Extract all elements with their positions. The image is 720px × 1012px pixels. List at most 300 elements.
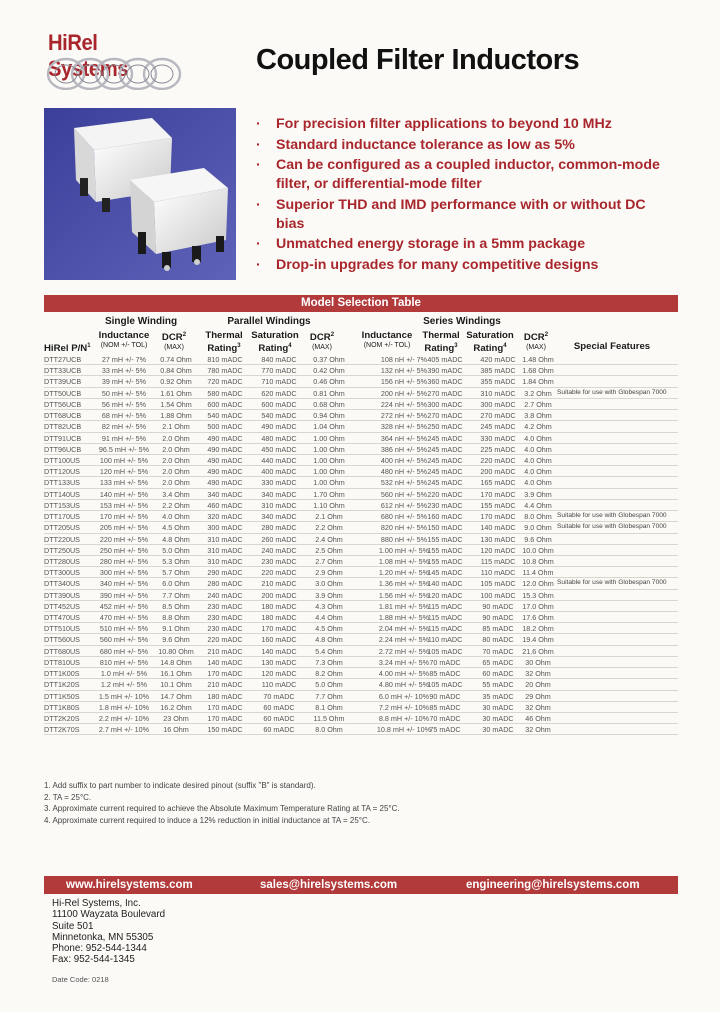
table-cell: 270 mADC	[480, 411, 516, 421]
table-cell: 130 mADC	[261, 657, 297, 667]
table-cell: 600 mADC	[207, 399, 243, 409]
feature-item: · Can be configured as a coupled inductor, common-mode filter, or differential-mode filter	[256, 156, 676, 194]
table-cell: 8.8 mH +/- 10%	[378, 714, 430, 723]
table-cell: 2.0 Ohm	[162, 444, 190, 454]
table-cell: DTT96UCB	[44, 444, 82, 454]
table-cell: 1.54 Ohm	[160, 399, 192, 409]
table-cell: DTT153US	[44, 500, 80, 510]
table-cell: 210 mADC	[261, 579, 297, 589]
table-cell: 110 mADC	[427, 635, 463, 645]
table-cell: 60 mADC	[482, 669, 514, 679]
table-cell: 580 mADC	[207, 388, 243, 398]
table-cell: 390 mH +/- 5%	[99, 590, 149, 600]
table-cell: DTT68UCB	[44, 411, 82, 421]
table-cell: 1.56 mH +/- 5%	[378, 590, 430, 600]
table-cell: 115 mADC	[480, 556, 516, 566]
table-cell: DTT205US	[44, 523, 80, 533]
table-cell: 490 mADC	[207, 455, 243, 465]
table-row	[44, 567, 678, 578]
table-cell: Suitable for use with Globespan 7000	[557, 512, 667, 520]
header-series-dcr: DCR$^2$ (MAX)	[523, 332, 549, 352]
table-cell: 272 nH +/- 5%	[380, 411, 428, 421]
table-cell: 170 mADC	[207, 714, 243, 723]
logo-text: HiRel Systems	[48, 30, 129, 81]
table-cell: 4.0 Ohm	[162, 512, 190, 522]
sales-email-link[interactable]: sales@hirelsystems.com	[260, 879, 398, 891]
table-cell: 32 Ohm	[525, 669, 551, 679]
table-cell: 9.6 Ohm	[162, 635, 190, 645]
table-cell: 70 mADC	[429, 657, 461, 667]
table-cell: 0.37 Ohm	[313, 355, 345, 364]
table-cell: 340 mADC	[261, 512, 297, 522]
table-cell: 310 mADC	[207, 545, 243, 555]
table-cell: 4.0 Ohm	[524, 467, 552, 477]
table-cell: 612 nH +/- 5%	[380, 500, 428, 510]
table-cell: 205 mH +/- 5%	[99, 523, 149, 533]
table-cell: 230 mADC	[207, 613, 243, 623]
table-cell: 8.1 Ohm	[315, 702, 343, 712]
table-cell: 85 mADC	[429, 669, 461, 679]
table-cell: 156 nH +/- 5%	[380, 377, 428, 387]
table-cell: 39 mH +/- 5%	[101, 377, 147, 387]
table-cell: 360 mADC	[427, 377, 463, 387]
table-cell: 30 Ohm	[525, 657, 551, 667]
table-cell: 0.81 Ohm	[313, 388, 345, 398]
table-cell: 50 mH +/- 5%	[101, 388, 147, 398]
table-cell: 390 mADC	[427, 366, 463, 376]
table-cell: 240 mADC	[207, 590, 243, 600]
table-row	[44, 679, 678, 690]
table-cell: 310 mADC	[261, 500, 297, 510]
table-cell: 155 mADC	[427, 545, 463, 555]
table-cell: 32 Ohm	[525, 702, 551, 712]
table-cell: 150 mADC	[427, 523, 463, 533]
table-cell: 480 mADC	[261, 433, 297, 443]
table-cell: 6.0 mH +/- 10%	[378, 691, 430, 701]
table-cell: 510 mH +/- 5%	[99, 624, 149, 634]
table-cell: 840 mADC	[261, 355, 297, 364]
table-cell: 155 mADC	[480, 500, 516, 510]
header-inductance: Inductance (NOM +/- TOL)	[98, 330, 150, 349]
table-cell: 386 nH +/- 5%	[380, 444, 428, 454]
table-cell: 140 mADC	[480, 523, 516, 533]
table-cell: 560 nH +/- 5%	[380, 489, 428, 499]
footnote: 3. Approximate current required to achieve the Absolute Maximum Temperature Rating at TA = 25°C.	[44, 804, 400, 814]
table-cell: 35 mADC	[482, 691, 514, 701]
table-cell: 2.0 Ohm	[162, 478, 190, 488]
table-cell: 540 mADC	[207, 411, 243, 421]
engineering-email-link[interactable]: engineering@hirelsystems.com	[466, 879, 640, 891]
table-cell: 340 mADC	[207, 489, 243, 499]
table-cell: 0.94 Ohm	[313, 411, 345, 421]
table-cell: 0.68 Ohm	[313, 399, 345, 409]
table-cell: 18.2 Ohm	[522, 624, 554, 634]
table-cell: 170 mADC	[207, 702, 243, 712]
table-cell: 200 mADC	[480, 467, 516, 477]
table-cell: 0.74 Ohm	[160, 355, 192, 364]
table-cell: 2.2 Ohm	[162, 500, 190, 510]
table-cell: DTT2K70S	[44, 725, 80, 735]
feature-item: · Drop-in upgrades for many competitive designs	[256, 256, 676, 275]
table-cell: DTT91UCB	[44, 433, 82, 443]
table-cell: 452 mH +/- 5%	[99, 601, 149, 611]
table-cell: 364 nH +/- 5%	[380, 433, 428, 443]
table-cell: 1.36 mH +/- 5%	[378, 579, 430, 589]
address-fax: Fax: 952-544-1345	[52, 954, 135, 966]
table-cell: 245 mADC	[427, 444, 463, 454]
table-cell: 180 mADC	[207, 691, 243, 701]
table-cell: 10.8 mH +/- 10%	[376, 725, 432, 735]
table-cell: 820 nH +/- 5%	[380, 523, 428, 533]
table-cell: 220 mADC	[480, 455, 516, 465]
date-code: Date Code: 0218	[52, 975, 109, 984]
table-cell: DTT39UCB	[44, 377, 82, 387]
table-cell: 680 nH +/- 5%	[380, 512, 428, 522]
header-series-saturation: Saturation Rating$^4$	[466, 330, 514, 355]
header-series-thermal: Thermal Rating$^3$	[422, 330, 460, 355]
table-cell: 90 mADC	[429, 691, 461, 701]
table-cell: 2.5 Ohm	[315, 545, 343, 555]
table-cell: 11.4 Ohm	[522, 568, 554, 578]
company-address	[52, 898, 165, 966]
table-cell: 245 mADC	[427, 478, 463, 488]
table-cell: DTT27UCB	[44, 355, 82, 364]
table-cell: 4.5 Ohm	[162, 523, 190, 533]
table-cell: Suitable for use with Globespan 7000	[557, 579, 667, 587]
table-row	[44, 612, 678, 623]
table-cell: 5.0 Ohm	[315, 680, 343, 690]
table-cell: 290 mADC	[207, 568, 243, 578]
product-photo	[44, 108, 236, 280]
table-cell: 160 mADC	[261, 635, 297, 645]
table-cell: 1.04 Ohm	[313, 422, 345, 432]
table-cell: 85 mADC	[482, 624, 514, 634]
table-cell: 400 mADC	[261, 467, 297, 477]
table-cell: 16.2 Ohm	[160, 702, 192, 712]
table-cell: 80 mADC	[482, 635, 514, 645]
table-cell: 155 mADC	[427, 534, 463, 544]
table-cell: 1.2 mH +/- 5%	[100, 680, 148, 690]
table-row	[44, 646, 678, 657]
table-cell: DTT680US	[44, 646, 80, 656]
table-cell: 91 mH +/- 5%	[101, 433, 147, 443]
table-cell: 7.2 mH +/- 10%	[378, 702, 430, 712]
table-cell: 56 mH +/- 5%	[101, 399, 147, 409]
table-cell: 260 mADC	[261, 534, 297, 544]
feature-item: · Unmatched energy storage in a 5mm package	[256, 235, 676, 254]
table-cell: DTT100US	[44, 455, 80, 465]
footnote: 1. Add suffix to part number to indicate desired pinout (suffix "B" is standard).	[44, 781, 316, 790]
table-cell: 33 mH +/- 5%	[101, 366, 147, 376]
header-thermal: Thermal Rating$^3$	[205, 330, 243, 355]
table-cell: 170 mADC	[480, 489, 516, 499]
table-cell: 15.3 Ohm	[522, 590, 554, 600]
table-cell: 110 mADC	[261, 680, 297, 690]
table-cell: 140 mADC	[207, 657, 243, 667]
table-cell: 1.68 Ohm	[522, 366, 554, 376]
table-row	[44, 500, 678, 511]
table-cell: 10.8 Ohm	[522, 556, 554, 566]
table-cell: 560 mH +/- 5%	[99, 635, 149, 645]
table-cell: 300 mH +/- 5%	[99, 568, 149, 578]
table-cell: 1.81 mH +/- 5%	[378, 601, 430, 611]
table-cell: Suitable for use with Globespan 7000	[557, 388, 667, 396]
table-cell: 19.4 Ohm	[522, 635, 554, 645]
table-row	[44, 623, 678, 634]
table-row	[44, 702, 678, 713]
table-cell: 14.8 Ohm	[160, 657, 192, 667]
table-cell: 230 mADC	[261, 556, 297, 566]
table-cell: 100 mH +/- 5%	[99, 455, 149, 465]
group-single: Single Winding	[104, 316, 178, 327]
table-cell: 1.88 Ohm	[160, 411, 192, 421]
table-cell: 470 mH +/- 5%	[99, 613, 149, 623]
page-title: Coupled Filter Inductors	[256, 44, 580, 76]
table-cell: 7.7 Ohm	[315, 691, 343, 701]
table-cell: 8.2 Ohm	[315, 669, 343, 679]
feature-item: · Standard inductance tolerance as low as 5%	[256, 136, 676, 155]
table-cell: DTT340US	[44, 579, 80, 589]
company-logo	[44, 28, 194, 90]
table-cell: 810 mADC	[207, 355, 243, 364]
table-row	[44, 522, 678, 533]
table-cell: 120 mADC	[427, 590, 463, 600]
table-cell: DTT120US	[44, 467, 80, 477]
table-row	[44, 489, 678, 500]
table-cell: 180 mADC	[261, 613, 297, 623]
table-cell: 145 mADC	[427, 568, 463, 578]
table-cell: 5.7 Ohm	[162, 568, 190, 578]
table-cell: 400 nH +/- 5%	[380, 455, 428, 465]
table-cell: 65 mADC	[482, 657, 514, 667]
table-cell: 405 mADC	[427, 355, 463, 364]
table-cell: 1.20 mH +/- 5%	[378, 568, 430, 578]
table-cell: 75 mADC	[429, 725, 461, 735]
table-cell: 780 mADC	[207, 366, 243, 376]
table-cell: 5.4 Ohm	[315, 646, 343, 656]
table-cell: 2.7 Ohm	[524, 399, 552, 409]
table-row	[44, 477, 678, 488]
table-cell: 310 mADC	[207, 556, 243, 566]
table-cell: DTT1K00S	[44, 669, 80, 679]
table-cell: 115 mADC	[427, 613, 463, 623]
table-cell: 2.7 Ohm	[315, 556, 343, 566]
table-cell: 385 mADC	[480, 366, 516, 376]
table-cell: 180 mADC	[261, 601, 297, 611]
table-cell: 220 mADC	[427, 489, 463, 499]
table-cell: 32 Ohm	[525, 725, 551, 735]
table-cell: 60 mADC	[263, 725, 295, 735]
table-cell: 21.6 Ohm	[522, 646, 554, 656]
table-cell: 3.8 Ohm	[524, 411, 552, 421]
table-cell: 540 mADC	[261, 411, 297, 421]
table-cell: 3.0 Ohm	[315, 579, 343, 589]
table-cell: 8.8 Ohm	[162, 613, 190, 623]
table-cell: 16 Ohm	[163, 725, 189, 735]
table-cell: 170 mADC	[480, 512, 516, 522]
table-cell: 140 mADC	[427, 579, 463, 589]
table-cell: 224 nH +/- 5%	[380, 399, 428, 409]
table-row	[44, 590, 678, 601]
table-cell: DTT1K20S	[44, 680, 80, 690]
table-cell: 4.80 mH +/- 5%	[378, 680, 430, 690]
table-cell: 420 mADC	[480, 355, 516, 364]
table-cell: 4.0 Ohm	[524, 478, 552, 488]
table-cell: 270 mADC	[427, 388, 463, 398]
table-cell: 115 mADC	[427, 624, 463, 634]
table-row	[44, 511, 678, 522]
table-cell: 130 mADC	[480, 534, 516, 544]
table-cell: 140 mH +/- 5%	[99, 489, 149, 499]
table-cell: 0.42 Ohm	[313, 366, 345, 376]
table-row	[44, 433, 678, 444]
table-row	[44, 578, 678, 589]
table-cell: 46 Ohm	[525, 714, 551, 723]
feature-item: · For precision filter applications to beyond 10 MHz	[256, 115, 676, 134]
table-cell: 2.24 mH +/- 5%	[378, 635, 430, 645]
table-cell: 1.0 mH +/- 5%	[100, 669, 148, 679]
table-cell: 10.0 Ohm	[522, 545, 554, 555]
table-cell: 450 mADC	[261, 444, 297, 454]
table-cell: 245 mADC	[427, 455, 463, 465]
table-cell: 2.1 Ohm	[162, 422, 190, 432]
table-cell: 165 mADC	[480, 478, 516, 488]
table-cell: 70 mADC	[263, 691, 295, 701]
table-cell: 60 mADC	[263, 702, 295, 712]
table-cell: 153 mH +/- 5%	[99, 500, 149, 510]
table-cell: 2.2 mH +/- 10%	[98, 714, 150, 723]
table-cell: 1.00 mH +/- 5%	[378, 545, 430, 555]
logo-arcs-icon	[44, 56, 194, 90]
table-cell: DTT470US	[44, 613, 80, 623]
table-cell: DTT390US	[44, 590, 80, 600]
table-cell: 3.9 Ohm	[524, 489, 552, 499]
table-cell: 68 mH +/- 5%	[101, 411, 147, 421]
table-cell: 140 mADC	[261, 646, 297, 656]
table-cell: 680 mH +/- 5%	[99, 646, 149, 656]
table-cell: 16.1 Ohm	[160, 669, 192, 679]
table-cell: 1.08 mH +/- 5%	[378, 556, 430, 566]
table-cell: 5.3 Ohm	[162, 556, 190, 566]
table-cell: 0.46 Ohm	[313, 377, 345, 387]
table-row	[44, 634, 678, 645]
table-cell: DTT280US	[44, 556, 80, 566]
table-cell: 133 mH +/- 5%	[99, 478, 149, 488]
table-cell: 8.0 Ohm	[524, 512, 552, 522]
table-cell: 230 mADC	[427, 500, 463, 510]
table-cell: 490 mADC	[207, 478, 243, 488]
group-series: Series Windings	[423, 316, 501, 327]
table-cell: 310 mADC	[480, 388, 516, 398]
table-cell: 220 mH +/- 5%	[99, 534, 149, 544]
table-cell: 120 mADC	[261, 669, 297, 679]
table-row	[44, 724, 678, 735]
header-dcr: DCR$^2$ (MAX)	[161, 332, 187, 352]
table-cell: 600 mADC	[261, 399, 297, 409]
table-cell: 100 mADC	[480, 590, 516, 600]
header-special: Special Features	[573, 341, 651, 352]
table-row	[44, 399, 678, 410]
table-cell: 3.24 mH +/- 5%	[378, 657, 430, 667]
table-cell: 280 mADC	[207, 579, 243, 589]
table-cell: 250 mH +/- 5%	[99, 545, 149, 555]
table-row	[44, 466, 678, 477]
table-cell: 245 mADC	[427, 433, 463, 443]
table-cell: 810 mH +/- 5%	[99, 657, 149, 667]
table-row	[44, 556, 678, 567]
table-cell: 27 mH +/- 7%	[101, 355, 147, 364]
feature-list	[256, 115, 676, 276]
table-cell: 880 nH +/- 5%	[380, 534, 428, 544]
table-cell: 5.0 Ohm	[162, 545, 190, 555]
table-cell: DTT140US	[44, 489, 80, 499]
table-cell: 7.3 Ohm	[315, 657, 343, 667]
table-cell: 170 mH +/- 5%	[99, 512, 149, 522]
table-cell: DTT810US	[44, 657, 80, 667]
table-cell: 23 Ohm	[163, 714, 189, 723]
table-cell: 4.4 Ohm	[524, 500, 552, 510]
table-cell: 210 mADC	[207, 680, 243, 690]
table-cell: 2.0 Ohm	[162, 467, 190, 477]
table-cell: 12.0 Ohm	[522, 579, 554, 589]
table-cell: 280 mADC	[261, 523, 297, 533]
table-cell: 29 Ohm	[525, 691, 551, 701]
table-cell: 85 mADC	[429, 702, 461, 712]
table-cell: 310 mADC	[207, 534, 243, 544]
table-cell: 105 mADC	[427, 680, 463, 690]
table-cell: 460 mADC	[207, 500, 243, 510]
table-cell: 1.00 Ohm	[313, 444, 345, 454]
table-cell: 532 nH +/- 5%	[380, 478, 428, 488]
table-cell: 30 mADC	[482, 725, 514, 735]
table-cell: 70 mADC	[429, 714, 461, 723]
table-row	[44, 421, 678, 432]
table-cell: DTT82UCB	[44, 422, 82, 432]
table-cell: DTT2K20S	[44, 714, 80, 723]
table-cell: 340 mADC	[261, 489, 297, 499]
table-cell: DTT56UCB	[44, 399, 82, 409]
table-cell: 2.4 Ohm	[315, 534, 343, 544]
table-cell: 17.0 Ohm	[522, 601, 554, 611]
table-cell: 250 mADC	[427, 422, 463, 432]
header-saturation: Saturation Rating$^4$	[251, 330, 299, 355]
footnote: 2. TA = 25°C.	[44, 792, 92, 802]
table-cell: 170 mADC	[261, 624, 297, 634]
table-cell: 90 mADC	[482, 601, 514, 611]
table-row	[44, 354, 678, 365]
table-cell: 1.00 Ohm	[313, 478, 345, 488]
table-cell: 770 mADC	[261, 366, 297, 376]
table-cell: 30 mADC	[482, 702, 514, 712]
table-cell: 1.10 Ohm	[313, 500, 345, 510]
table-cell: 70 mADC	[482, 646, 514, 656]
table-cell: 245 mADC	[480, 422, 516, 432]
website-link[interactable]: www.hirelsystems.com	[66, 879, 193, 891]
table-cell: 20 Ohm	[525, 680, 551, 690]
address-street: 11100 Wayzata Boulevard	[52, 909, 166, 921]
table-cell: 170 mADC	[207, 669, 243, 679]
table-cell: DTT250US	[44, 545, 80, 555]
table-cell: DTT50UCB	[44, 388, 82, 398]
table-cell: DTT560US	[44, 635, 80, 645]
table-row	[44, 601, 678, 612]
table-cell: 480 nH +/- 5%	[380, 467, 428, 477]
table-cell: 1.00 Ohm	[313, 433, 345, 443]
table-cell: 105 mADC	[480, 579, 516, 589]
table-row	[44, 545, 678, 556]
table-cell: 7.7 Ohm	[162, 590, 190, 600]
table-cell: 4.4 Ohm	[315, 613, 343, 623]
